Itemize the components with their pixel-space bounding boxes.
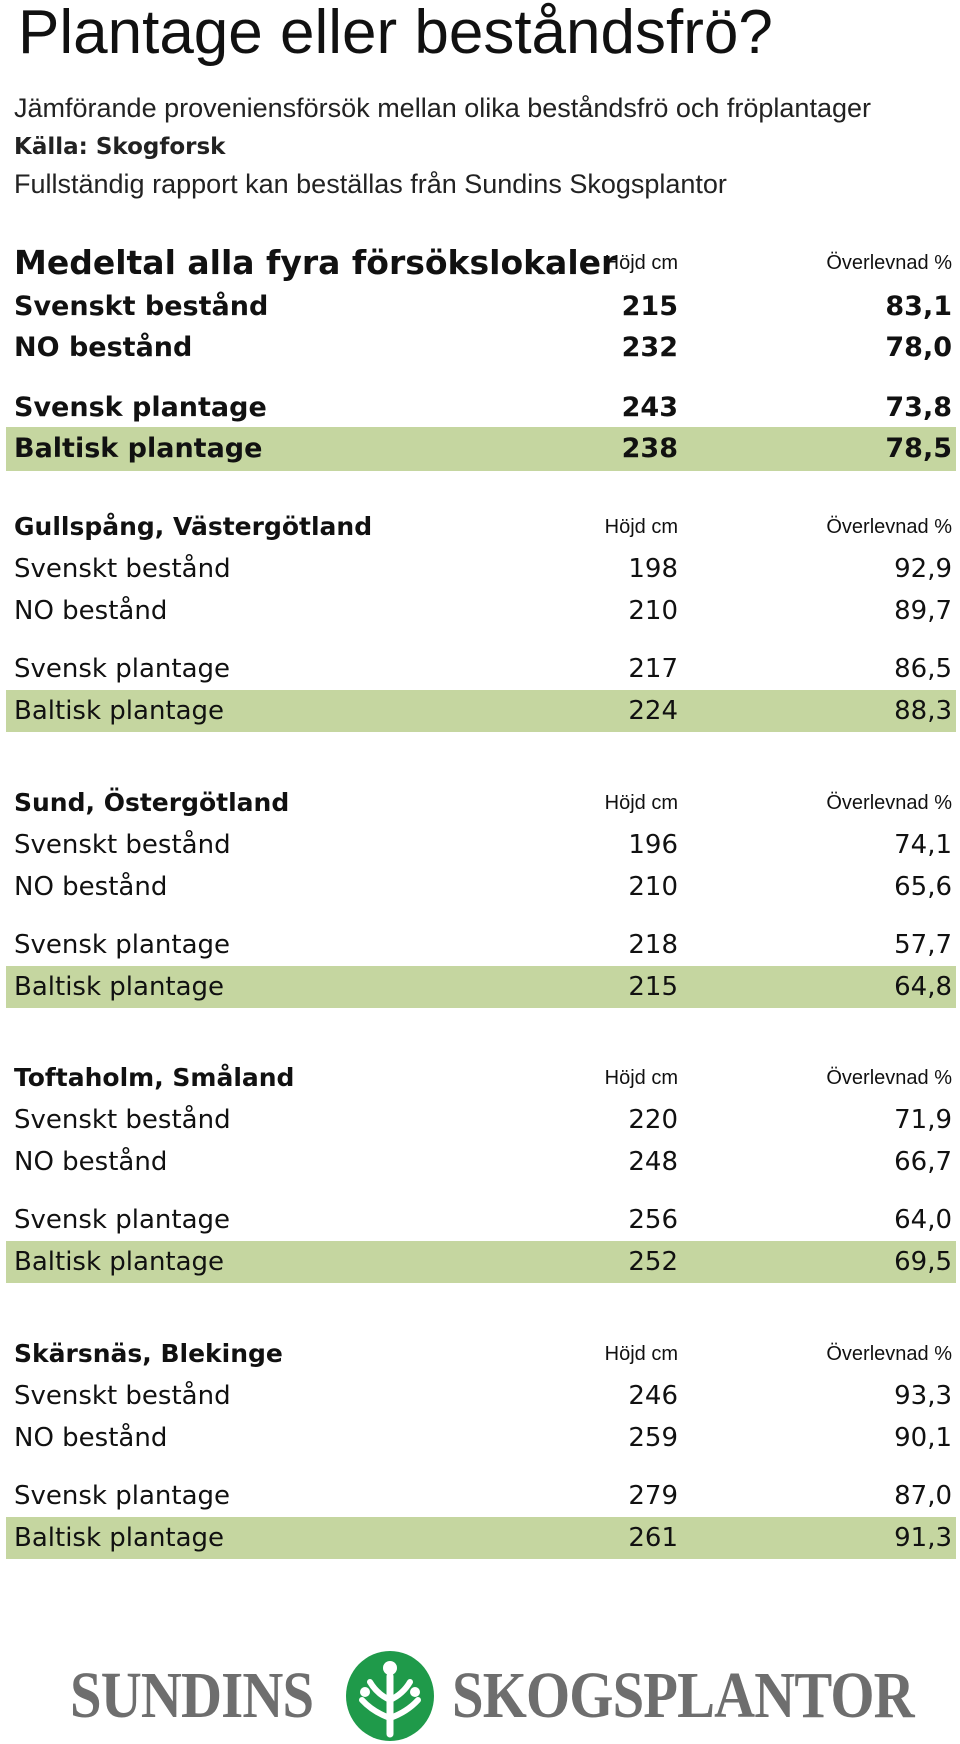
survival-value: 73,8 (885, 392, 952, 423)
section-heading: Sund, Östergötland (14, 788, 290, 817)
logo-word-skogsplantor: SKOGSPLANTOR (452, 1659, 914, 1732)
table-row-highlighted (0, 690, 960, 732)
survival-value: 74,1 (894, 830, 952, 860)
table-row (0, 1475, 960, 1517)
row-label: NO bestånd (14, 332, 193, 363)
height-value: 259 (628, 1423, 678, 1453)
survival-value: 69,5 (894, 1247, 952, 1277)
height-value: 232 (621, 332, 678, 363)
intro-source: Källa: Skogforsk (14, 134, 226, 160)
row-label: Baltisk plantage (14, 433, 263, 464)
row-label: Svenskt bestånd (14, 830, 231, 860)
table-row (0, 1417, 960, 1459)
table-header-row (0, 241, 960, 285)
survival-value: 91,3 (894, 1523, 952, 1553)
height-value: 261 (628, 1523, 678, 1553)
row-label: Svenskt bestånd (14, 1381, 231, 1411)
survival-value: 88,3 (894, 696, 952, 726)
survival-value: 83,1 (885, 291, 952, 322)
height-value: 238 (621, 433, 678, 464)
column-header-height: Höjd cm (604, 516, 678, 538)
table-header-row (0, 1057, 960, 1099)
height-value: 248 (628, 1147, 678, 1177)
logo-word-sundins: SUNDINS (70, 1659, 314, 1732)
height-value: 196 (628, 830, 678, 860)
survival-value: 57,7 (894, 930, 952, 960)
survival-value: 92,9 (894, 554, 952, 584)
survival-value: 78,5 (885, 433, 952, 464)
height-value: 215 (628, 972, 678, 1002)
page-title: Plantage eller beståndsfrö? (18, 0, 773, 67)
row-label: NO bestånd (14, 872, 168, 902)
table-row (0, 590, 960, 632)
row-label: NO bestånd (14, 1423, 168, 1453)
height-value: 224 (628, 696, 678, 726)
height-value: 215 (621, 291, 678, 322)
company-logo (0, 1648, 960, 1744)
column-header-height: Höjd cm (604, 1067, 678, 1089)
table-row-highlighted (0, 1241, 960, 1283)
survival-value: 89,7 (894, 596, 952, 626)
section-heading: Toftaholm, Småland (14, 1063, 295, 1092)
height-value: 217 (628, 654, 678, 684)
column-header-survival: Överlevnad % (826, 792, 952, 814)
row-label: Baltisk plantage (14, 1247, 225, 1277)
row-label: Svensk plantage (14, 1205, 230, 1235)
survival-value: 71,9 (894, 1105, 952, 1135)
survival-value: 93,3 (894, 1381, 952, 1411)
table-row (0, 824, 960, 866)
survival-value: 66,7 (894, 1147, 952, 1177)
column-header-survival: Överlevnad % (826, 252, 952, 274)
row-label: Baltisk plantage (14, 972, 225, 1002)
height-value: 220 (628, 1105, 678, 1135)
row-label: Svenskt bestånd (14, 554, 231, 584)
row-label: NO bestånd (14, 1147, 168, 1177)
intro-report-note: Fullständig rapport kan beställas från Sundins Skogsplantor (14, 169, 727, 199)
column-header-survival: Överlevnad % (826, 516, 952, 538)
table-header-row (0, 506, 960, 548)
height-value: 210 (628, 596, 678, 626)
table-row (0, 924, 960, 966)
table-row (0, 548, 960, 590)
table-row (0, 1199, 960, 1241)
survival-value: 65,6 (894, 872, 952, 902)
table-row (0, 1141, 960, 1183)
column-header-height: Höjd cm (604, 1343, 678, 1365)
site-table-gullspang (0, 506, 960, 732)
table-header-row (0, 1333, 960, 1375)
table-row (0, 648, 960, 690)
survival-value: 90,1 (894, 1423, 952, 1453)
survival-value: 86,5 (894, 654, 952, 684)
row-label: Svenskt bestånd (14, 291, 269, 322)
row-label: Baltisk plantage (14, 696, 225, 726)
section-heading: Skärsnäs, Blekinge (14, 1339, 283, 1368)
row-label: Svensk plantage (14, 654, 230, 684)
row-label: NO bestånd (14, 596, 168, 626)
site-table-skarsnas (0, 1333, 960, 1559)
height-value: 256 (628, 1205, 678, 1235)
height-value: 246 (628, 1381, 678, 1411)
summary-table (0, 241, 960, 471)
survival-value: 78,0 (885, 332, 952, 363)
survival-value: 64,8 (894, 972, 952, 1002)
table-row (0, 326, 960, 367)
table-row (0, 866, 960, 908)
intro-description: Jämförande proveniensförsök mellan olika beståndsfrö och fröplantager (14, 93, 871, 123)
section-heading: Medeltal alla fyra försökslokaler (14, 243, 618, 282)
site-table-sund (0, 782, 960, 1008)
column-header-height: Höjd cm (604, 792, 678, 814)
tree-leaf-icon (340, 1648, 440, 1744)
table-row (0, 1099, 960, 1141)
column-header-survival: Överlevnad % (826, 1343, 952, 1365)
column-header-height: Höjd cm (604, 252, 678, 274)
table-row-highlighted (0, 427, 960, 471)
height-value: 279 (628, 1481, 678, 1511)
height-value: 198 (628, 554, 678, 584)
site-table-toftaholm (0, 1057, 960, 1283)
column-header-survival: Överlevnad % (826, 1067, 952, 1089)
table-row-highlighted (0, 1517, 960, 1559)
table-row (0, 1375, 960, 1417)
row-label: Svensk plantage (14, 1481, 230, 1511)
table-row-highlighted (0, 966, 960, 1008)
row-label: Baltisk plantage (14, 1523, 225, 1553)
survival-value: 87,0 (894, 1481, 952, 1511)
row-label: Svensk plantage (14, 930, 230, 960)
row-label: Svenskt bestånd (14, 1105, 231, 1135)
section-heading: Gullspång, Västergötland (14, 512, 373, 541)
height-value: 243 (621, 392, 678, 423)
table-row (0, 285, 960, 326)
table-row (0, 386, 960, 427)
table-header-row (0, 782, 960, 824)
row-label: Svensk plantage (14, 392, 267, 423)
survival-value: 64,0 (894, 1205, 952, 1235)
height-value: 252 (628, 1247, 678, 1277)
height-value: 218 (628, 930, 678, 960)
height-value: 210 (628, 872, 678, 902)
